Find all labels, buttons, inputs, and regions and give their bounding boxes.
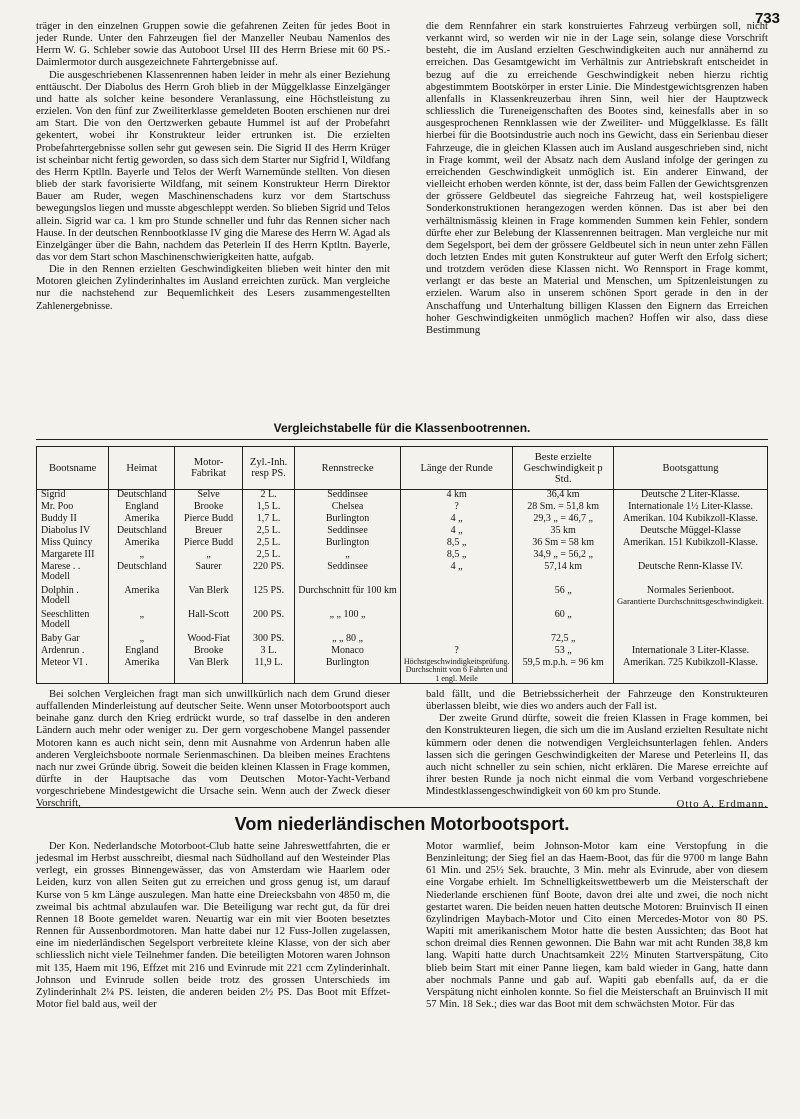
cell: Marese . . Modell — [37, 562, 109, 586]
cell: Amerika — [109, 586, 175, 610]
cell: Brooke — [175, 646, 243, 658]
cell: 34,9 „ = 56,2 „ — [513, 550, 614, 562]
cell — [400, 586, 513, 610]
cell: 2,5 L. — [242, 526, 294, 538]
cell: 4 „ — [400, 562, 513, 586]
cell: 2 L. — [242, 490, 294, 502]
cell: 8,5 „ — [400, 550, 513, 562]
cell: Seddinsee — [295, 562, 401, 586]
cell: Amerika — [109, 538, 175, 550]
cell: Dolphin . Modell — [37, 586, 109, 610]
cell: 36 Sm = 58 km — [513, 538, 614, 550]
column-bottom-right — [426, 841, 768, 1011]
paragraph: Bei solchen Vergleichen fragt man sich unwillkürlich nach dem Grund dieser auffallenden Minderleistung auf deutscher Seite. Wenn unser Motorbootsport auch beinahe ganz durch den Krieg erdrückt wurde, so traf dasselbe in den anderen Ländern auch mehr oder weniger zu. Der gern vorgeschobene Mangel passender Motoren kann es auch nicht sein, denn mit Ausnahme von Ardenrun haben alle anderen Vergleichsboote normale Serienmaschinen. Da bleiben meines Erachtens nach nur zwei Gründe übrig. Soweit die beiden kleinen Klassen in Frage kommen, dürfte in der Hauptsache das vom Deutschen Motor-Yacht-Verband vorgeschriebene Mindestgewicht die Ursache sein. Wenn auch der Zweck dieser Vorschrift, — [36, 689, 390, 810]
header-cell: Motor-Fabrikat — [175, 447, 243, 490]
cell: 72,5 „ — [513, 634, 614, 646]
cell: ? — [400, 646, 513, 658]
cell: 60 „ — [513, 610, 614, 634]
header-cell: Rennstrecke — [295, 447, 401, 490]
cell — [613, 586, 767, 610]
cell: Durchschnitt für 100 km — [295, 586, 401, 610]
cell: Deutsche Renn-Klasse IV. — [613, 562, 767, 586]
paragraph: bald fällt, und die Betriebssicherheit der Fahrzeuge den Konstrukteuren überlassen bleibt, wie dies wo anders auch der Fall ist. — [426, 689, 768, 713]
rule — [36, 807, 768, 808]
cell: Pierce Budd — [175, 514, 243, 526]
paragraph: Der zweite Grund dürfte, soweit die freien Klassen in Frage kommen, bei den Konstrukteuren liegen, die sich um die im Ausland erzielten Resultate nicht kümmern oder denen die notwendigen Vergleichsunterlagen fehlen. Anders lassen sich die geringen Geschwindigkeiten der Marese und Peterleins II, das auch nicht schneller zu sein schien, nicht erklären. Die Marese erreichte auf ihrer besten Runde ja noch nicht einmal die vom Verband vorgeschriebene Mindestklassengeschwindigkeit von 60 km pro Stunde. — [426, 713, 768, 798]
column-bottom-left — [36, 841, 390, 1011]
cell: Höchstgeschwindigkeitsprüfung. Durchschnitt von 6 Fahrten und 1 engl. Meile — [400, 658, 513, 684]
cell: 36,4 km — [513, 490, 614, 502]
cell: 200 PS. — [242, 610, 294, 634]
table-row — [37, 550, 768, 562]
cell: Burlington — [295, 538, 401, 550]
column-top-right — [426, 21, 768, 337]
cell: „ — [175, 550, 243, 562]
cell: „ „ 100 „ — [295, 610, 401, 634]
cell: Deutschland — [109, 526, 175, 538]
cell: Breuer — [175, 526, 243, 538]
paragraph: Die ausgeschriebenen Klassenrennen haben leider in mehr als einer Beziehung enttäuscht. Der Diabolus des Herrn Groh blieb in der Müggelklasse Einzelgänger und hatte als solcher keine besondere Veranlassung, eine Höchstleistung zu erzielen. Von den fünf zur Zweiliterklasse gemeldeten Booten erschienen nur drei am Start. Die von den Oertzwerken gebaute Hummel ist auf der Probefahrt gekentert, wobei ihr Konstrukteur leider ertrunken ist. Die erzielten Probefahrtergebnisse sollen sehr gut gewesen sein. Die Sigrid II des Herrn Krüger ist scheinbar nicht fertig geworden, so dass sich dem Starter nur Sigfrid I, Wildfang des Herrn Kptlln. Bayerle und Telos der Werft Warnemünde stellten. Von diesen blieb der stark favorisierte Wildfang, mit seinem Konstrukteur Herrn Direktor Bauer am Ruder, wegen Maschinenschadens kurz vor dem Startschuss bewegungslos liegen und musste abgeschleppt werden. So blieben Sigrid und Telos allein. Sigrid war ca. 1 km pro Stunde schneller und fuhr das Rennen sicher nach Hause. In der deutschen Rennbootklasse IV ging die Marese des Herrn W. Agad als Einzelgänger über die Bahn, nachdem das Peterlein II des Herrn Kptltn. Bayerle, das vor dem Start schon Maschinenschwierigkeiten hatte, aufgab. — [36, 69, 390, 263]
cell: Seddinsee — [295, 490, 401, 502]
cell: Monaco — [295, 646, 401, 658]
table-row — [37, 538, 768, 550]
paragraph: die dem Rennfahrer ein stark konstruiertes Fahrzeug verbürgen soll, nicht verkannt wird, so werden wir nie in der Lage sein, solange diese Vorschrift besteht, die im Ausland erzielten Geschwindigkeiten auch nur annähernd zu erreichen. Das Gesamtgewicht im Verhältnis zur Antriebskraft entscheidet in bezug auf die zu erreichende Geschwindigkeit neben hierzu richtig abgestimmtem Bootskörper in erster Linie. Die Mindestgewichtsgrenzen haben allenfalls in Klassenkreuzerbau ihren Sinn, weil hier der Hauptzweck schliesslich die Tureneigenschaften des Bootes sind, keinesfalls aber in so ausgesprochenen Rennklassen wie der Zweiliter- und Müggelklasse. Es fällt hierbei für die Bootsindustrie auch noch ins Gewicht, dass ein Serienbau dieser Fahrzeuge, die in gleichen Klassen auch im Ausland ausgeschrieben sind, nicht in Frage kommt, weil der Absatz nach dem Ausland infolge der geringen zu erreichenden Geschwindigkeit unmöglich ist. Ein anderer Einwand, der vielleicht erhoben werden könnte, ist der, dass beim Fallen der Gewichtsgrenzen der grössere Geldbeutel das siegreiche Fahrzeug hat, weil kostspieligere Sonderkonstruktionen herangezogen werden können. Das ist aber bei den verhältnismässig kleinen in Frage kommenden Summen kein Fehler, sondern dürfte eher zur Belebung der Klassenrennen beitragen. Man vergleiche nur mit dem Segelsport, bei dem der grössere Geldbeutel sich in neun unter zehn Fällen doch letzten Endes mit guten Konstrukteur auf guter Werft den Erfolg sichert; und trotzdem veröden diese Klassen nicht. Wo Rennsport in Frage kommt, verlangt er das beste an Material und Menschen, um Spitzenleistungen zu erzielen. Warum also in unserem schönen Sport gerade in den in der Anschaffung und Unterhaltung billigen Klassen den Eignern das Erreichen hoher Geschwindigkeiten unmöglich machen? Hoffen wir also, dass diese Bestimmung — [426, 21, 768, 336]
cell: 8,5 „ — [400, 538, 513, 550]
cell: „ — [109, 610, 175, 634]
comparison-table — [36, 446, 768, 684]
cell: Selve — [175, 490, 243, 502]
cell: 29,3 „ = 46,7 „ — [513, 514, 614, 526]
cell: „ — [295, 550, 401, 562]
column-middle-left — [36, 689, 390, 811]
table-title: Vergleichstabelle für die Klassenbootrennen. — [273, 421, 531, 435]
cell: Amerikan. 104 Kubikzoll-Klasse. — [613, 514, 767, 526]
cell: Buddy II — [37, 514, 109, 526]
cell: 4 km — [400, 490, 513, 502]
cell: Saurer — [175, 562, 243, 586]
cell: Amerika — [109, 514, 175, 526]
cell: „ „ 80 „ — [295, 634, 401, 646]
cell: Sigrid — [37, 490, 109, 502]
cell: Pierce Budd — [175, 538, 243, 550]
cell: 1,5 L. — [242, 502, 294, 514]
cell: Deutschland — [109, 562, 175, 586]
column-middle-right — [426, 689, 768, 812]
cell: Internationale 3 Liter-Klasse. — [613, 646, 767, 658]
cell: Amerikan. 725 Kubikzoll-Klasse. — [613, 658, 767, 684]
cell: 28 Sm. = 51,8 km — [513, 502, 614, 514]
paragraph: Die in den Rennen erzielten Geschwindigkeiten blieben weit hinter den mit Motoren gleichen Zylinderinhaltes im Ausland erreichten zurück. Man vergleiche nur die nachstehend zur Bequemlichkeit des Lesers zusammengestellten Zahlenergebnisse. — [36, 264, 390, 312]
author-signature: Otto A. Erdmann. — [676, 799, 768, 811]
cell: Brooke — [175, 502, 243, 514]
cell: Wood-Fiat — [175, 634, 243, 646]
cell: Deutsche 2 Liter-Klasse. — [613, 490, 767, 502]
table-row — [37, 646, 768, 658]
cell — [400, 634, 513, 646]
cell: 35 km — [513, 526, 614, 538]
cell: Chelsea — [295, 502, 401, 514]
column-top-left — [36, 21, 390, 313]
cell: Seddinsee — [295, 526, 401, 538]
cell: England — [109, 646, 175, 658]
cell: 59,5 m.p.h. = 96 km — [513, 658, 614, 684]
header-cell: Bootsname — [37, 447, 109, 490]
table-row — [37, 610, 768, 634]
cell: 57,14 km — [513, 562, 614, 586]
header-cell: Länge der Runde — [400, 447, 513, 490]
cell-line: Normales Serienboot. — [646, 584, 735, 596]
cell — [613, 550, 767, 562]
paragraph: träger in den einzelnen Gruppen sowie die gefahrenen Zeiten für jedes Boot in jeder Runde. Unter den Fahrzeugen fiel der Manzeller Neubau Namenlos des Herrn W. G. Schleber sowie das Autoboot Ursel III des Herrn Briese mit 60 PS.-Daimlermotor durch ausgezeichnete Fahrtergebnisse auf. — [36, 21, 390, 69]
table-row — [37, 514, 768, 526]
cell — [400, 610, 513, 634]
cell: „ — [109, 634, 175, 646]
cell: Van Blerk — [175, 658, 243, 684]
table-row — [37, 526, 768, 538]
cell: England — [109, 502, 175, 514]
cell: 220 PS. — [242, 562, 294, 586]
cell: 56 „ — [513, 586, 614, 610]
cell: Baby Gar — [37, 634, 109, 646]
cell: Burlington — [295, 514, 401, 526]
cell: „ — [109, 550, 175, 562]
cell: 3 L. — [242, 646, 294, 658]
table-row — [37, 490, 768, 502]
cell: Seeschlitten Modell — [37, 610, 109, 634]
page-number: 733 — [754, 10, 780, 27]
cell: ? — [400, 502, 513, 514]
rule — [36, 439, 768, 440]
cell: 4 „ — [400, 526, 513, 538]
cell: Van Blerk — [175, 586, 243, 610]
cell: Meteor VI . — [37, 658, 109, 684]
cell: Deutsche Müggel-Klasse — [613, 526, 767, 538]
cell: 2,5 L. — [242, 538, 294, 550]
table-row — [37, 502, 768, 514]
cell — [613, 610, 767, 634]
header-cell: Heimat — [109, 447, 175, 490]
cell-note: Garantierte Durchschnittsgeschwindigkeit. — [616, 596, 764, 607]
table-header-row — [37, 447, 768, 490]
table-row — [37, 562, 768, 586]
paragraph: Der Kon. Nederlandsche Motorboot-Club hatte seine Jahreswettfahrten, die er jedesmal im Herbst ausschreibt, diesmal nach Südholland auf den Westeinder Plas verlegt, ein grosses Binnengewässer, das von Amsterdam wie Haarlem oder Leiden, kurz von allen Seiten gut zu erreichen und gross genug ist, um darauf Kurse von 5 km Länge auszulegen. Man hatte eine Dreiecksbahn von 4850 m, die zweimal bis achtmal abzulaufen war. Die Beteiligung war recht gut, da für drei Rennen 18 Boote gemeldet waren. Neuartig war ein mit vier Booten besetztes Rennen für Aussenbordmotoren. Man hatte dabei nur 12 Fuss-Jollen zugelassen, eine im niederländischen Segelsport verbreitete kleine Klasse, von der sich aber schliesslich nicht viele Teilnehmer fanden. Die beteiligten Motoren waren Johnson mit 135, Haem mit 196, Effzet mit 216 und Evinrude mit 221 ccm Zylinderinhalt. Johnson und Evinrude sollen beide trotz des grossen Unterschieds im Zylinderinhalt 2¼ PS. leisten, die anderen beiden 2½ PS. Das Boot mit Effzet-Motor fiel bald aus, weil der — [36, 841, 390, 1011]
cell: Hall-Scott — [175, 610, 243, 634]
cell: 11,9 L. — [242, 658, 294, 684]
cell: Internationale 1½ Liter-Klasse. — [613, 502, 767, 514]
cell: Diabolus IV — [37, 526, 109, 538]
cell: 4 „ — [400, 514, 513, 526]
cell: Mr. Poo — [37, 502, 109, 514]
cell: 53 „ — [513, 646, 614, 658]
cell: Burlington — [295, 658, 401, 684]
cell: 300 PS. — [242, 634, 294, 646]
table-row — [37, 658, 768, 684]
cell: Margarete III — [37, 550, 109, 562]
header-cell: Beste erzielte Geschwindigkeit p Std. — [513, 447, 614, 490]
table-row — [37, 634, 768, 646]
cell: Miss Quincy — [37, 538, 109, 550]
header-cell: Bootsgattung — [613, 447, 767, 490]
cell — [613, 634, 767, 646]
cell: 125 PS. — [242, 586, 294, 610]
cell: Amerikan. 151 Kubikzoll-Klasse. — [613, 538, 767, 550]
cell: 2,5 L. — [242, 550, 294, 562]
paragraph: Motor warmlief, beim Johnson-Motor kam eine Verstopfung in die Benzinleitung; der Sieg fiel an das Haem-Boot, das für die 9700 m lange Bahn 61 Min. und 25½ Sek. brauchte, 3 Min. mehr als Evinrude, aber von diesem eine Vorgabe erhielt. Im Schnelligkeitswettbewerb um die Meisterschaft der Niederlande erschienen fünf Boote, davon drei alte und zwei, die noch nicht gestartet waren. Die beiden neuen hatten deutsche Motoren: Bruinvisch II einen 6zylindrigen Maybach-Motor und Cito einen Mercedes-Motor von 80 PS. Wapiti mit amerikanischem Motor hatte die besten Aussichten; das Boot hat schon dreimal dies Rennen gewonnen. Die Bahn war mit acht Runden 38,8 km lang. Wapiti hatte durch Unachtsamkeit 22½ Minuten Startverspätung, Cito blieb beim Start mit einer Panne liegen, kam bald wieder in Gang, hatte dann aber nochmals Panne und gab auf. Wapiti gab ebenfalls auf, da er die Verspätung nicht einholen konnte. So fiel die Meisterschaft an Bruinvisch II mit 57 Min. 18 Sek.; dies war das Boot mit dem schwächsten Motor. Für das — [426, 841, 768, 1011]
cell: Amerika — [109, 658, 175, 684]
table-row — [37, 586, 768, 610]
cell: 1,7 L. — [242, 514, 294, 526]
cell: Ardenrun . — [37, 646, 109, 658]
article-headline: Vom niederländischen Motorbootsport. — [234, 814, 570, 834]
header-cell: Zyl.-Inh. resp PS. — [242, 447, 294, 490]
cell: Deutschland — [109, 490, 175, 502]
